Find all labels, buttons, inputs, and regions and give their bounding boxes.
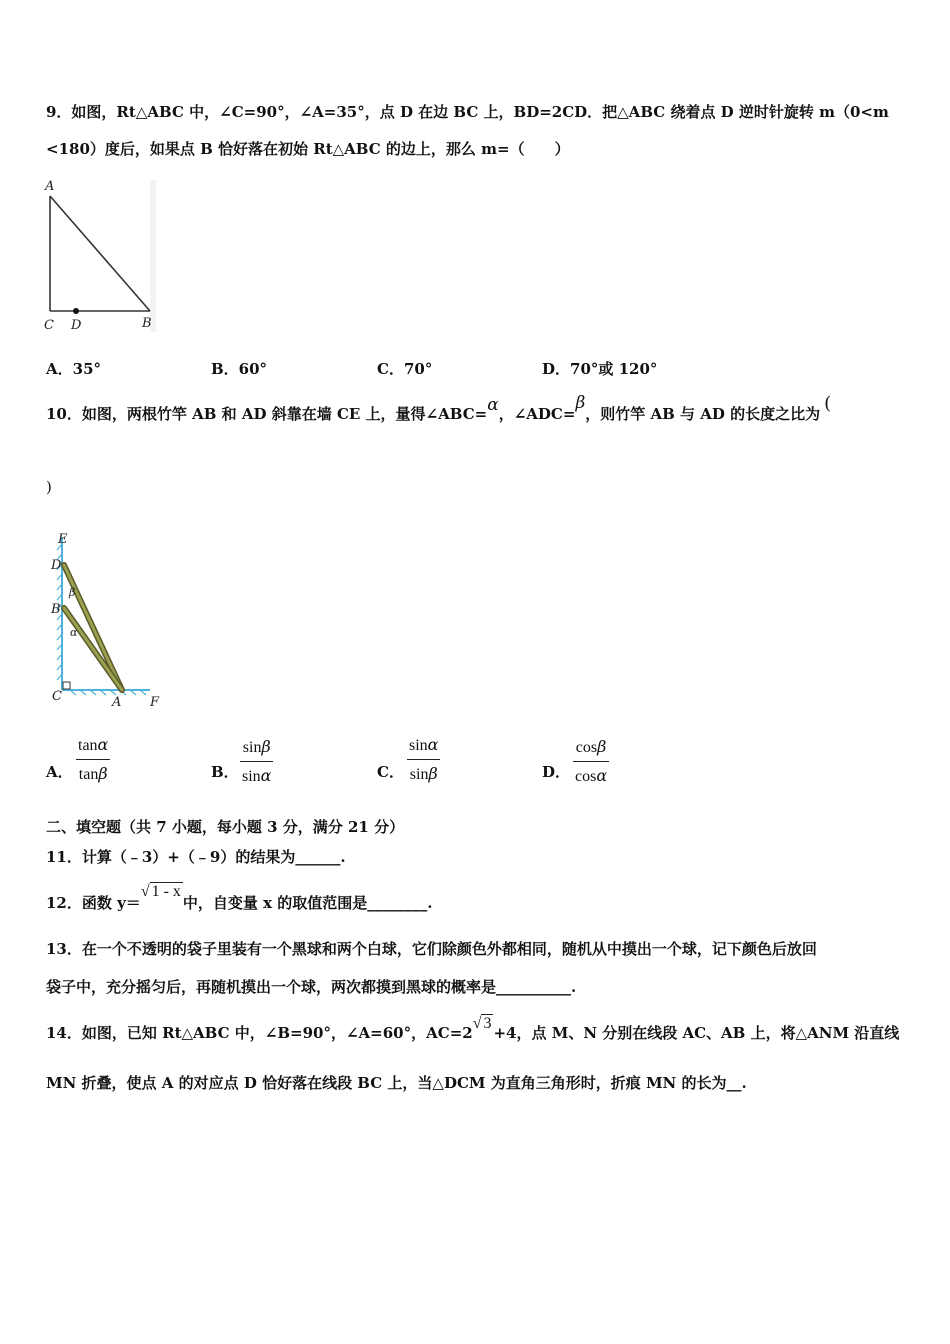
q10-option-c-fraction [407,735,440,784]
q9-label-c: C [44,318,54,333]
q14-line-1 [46,1015,900,1042]
q10-option-d-fraction [573,737,609,786]
q9-triangle-figure [40,178,160,333]
q10-label-b: B [51,602,61,617]
q10-option-a-den-fn: tan [78,766,99,783]
q13-line-1: 13．在一个不透明的袋子里装有一个黑球和两个白球，它们除颜色外都相同，随机从中摸出一个球，记下颜色后放回 [46,940,817,958]
q10-option-c-den-fn: sin [409,766,429,783]
q14-text-before: 14．如图，已知 Rt△ABC 中，∠B=90°，∠A=60°，AC=2 [46,1024,473,1042]
q10-option-b-letter: B． [211,763,239,781]
q10-text-part-2: ∠ADC= [513,405,576,423]
q9-option-c: C．70° [377,360,433,378]
q10-label-c: C [52,689,62,704]
q10-text [46,393,832,423]
q10-text-part-3: ，则竹竿 AB 与 AD 的长度之比为 [585,405,821,423]
q10-option-d-den-fn: cos [575,768,597,785]
q10-label-beta: β [69,586,76,599]
q10-option-b-den-fn: sin [242,768,261,785]
q10-label-d: D [51,558,62,573]
q14-line-2: MN 折叠，使点 A 的对应点 D 恰好落在线段 BC 上，当△DCM 为直角三角形时，折痕 MN 的长为__. [46,1074,747,1092]
q10-text-part-1: 10．如图，两根竹竿 AB 和 AD 斜靠在墙 CE 上，量得∠ABC= [46,405,488,423]
q12-radicand: 1 - x [151,883,181,900]
q10-option-b-fraction [240,737,273,786]
q10-option-a-letter: A． [46,763,73,781]
q12-text-after: 中，自变量 x 的取值范围是________. [182,894,433,912]
q10-close-paren: ) [46,478,52,496]
q10-option-c-letter: C． [377,763,404,781]
q10-option-b-num-var: β [261,737,271,756]
q10-option-a-den-var: β [98,764,108,783]
q10-label-alpha: α [70,626,78,639]
q9-label-a: A [45,179,55,194]
q10-option-a-num-fn: tan [78,737,98,754]
q10-option-c-num-fn: sin [409,737,428,754]
q10-label-e: E [58,532,68,547]
q11-text: 11．计算（﹣3）+（﹣9）的结果为______. [46,848,346,866]
q9-option-a: A．35° [46,360,102,378]
q10-option-c-num-var: α [427,735,439,754]
q10-bamboo-figure [42,530,172,710]
q10-alpha: α [487,395,499,415]
section-2-heading: 二、填空题（共 7 小题，每小题 3 分，满分 21 分） [46,818,405,836]
q10-open-paren: ( [824,393,832,414]
q12-text [46,883,433,912]
q10-option-d-letter: D． [542,763,571,781]
q10-beta: β [575,393,586,413]
q9-point-d [73,308,79,314]
q10-label-a: A [112,695,122,710]
q13-line-2: 袋子中，充分摇匀后，再随机摸出一个球，两次都摸到黑球的概率是__________. [46,978,577,996]
q10-label-f: F [150,695,160,710]
q10-option-a-num-var: α [97,735,109,754]
q10-option-d-num-var: β [597,737,607,756]
q10-option-b-num-fn: sin [242,739,262,756]
q10-option-d-den-var: α [596,766,608,785]
q14-text-after: +4，点 M、N 分别在线段 AC、AB 上，将△ANM 沿直线 [493,1024,900,1042]
q12-text-before: 12．函数 y＝ [46,894,141,912]
q10-option-a-fraction [76,735,110,784]
q9-label-b: B [142,316,152,331]
q10-comma: ， [498,405,514,423]
q9-line-1: 9．如图，Rt△ABC 中，∠C=90°，∠A=35°，点 D 在边 BC 上，BD=2CD．把△ABC 绕着点 D 逆时针旋转 m（0<m [46,103,889,121]
q10-option-c-den-var: β [428,764,438,783]
q9-label-d: D [71,318,82,333]
q14-radicand: 3 [483,1015,492,1032]
q10-option-d-num-fn: cos [575,739,598,756]
q9-option-d: D．70°或 120° [542,360,658,378]
q10-option-b-den-var: α [260,766,272,785]
q12-sqrt: √ 1 - x [140,883,181,900]
q9-option-b: B．60° [211,360,268,378]
q9-line-2: <180）度后，如果点 B 恰好落在初始 Rt△ABC 的边上，那么 m=（ ） [46,140,570,158]
q14-sqrt: √ 3 [472,1015,492,1032]
